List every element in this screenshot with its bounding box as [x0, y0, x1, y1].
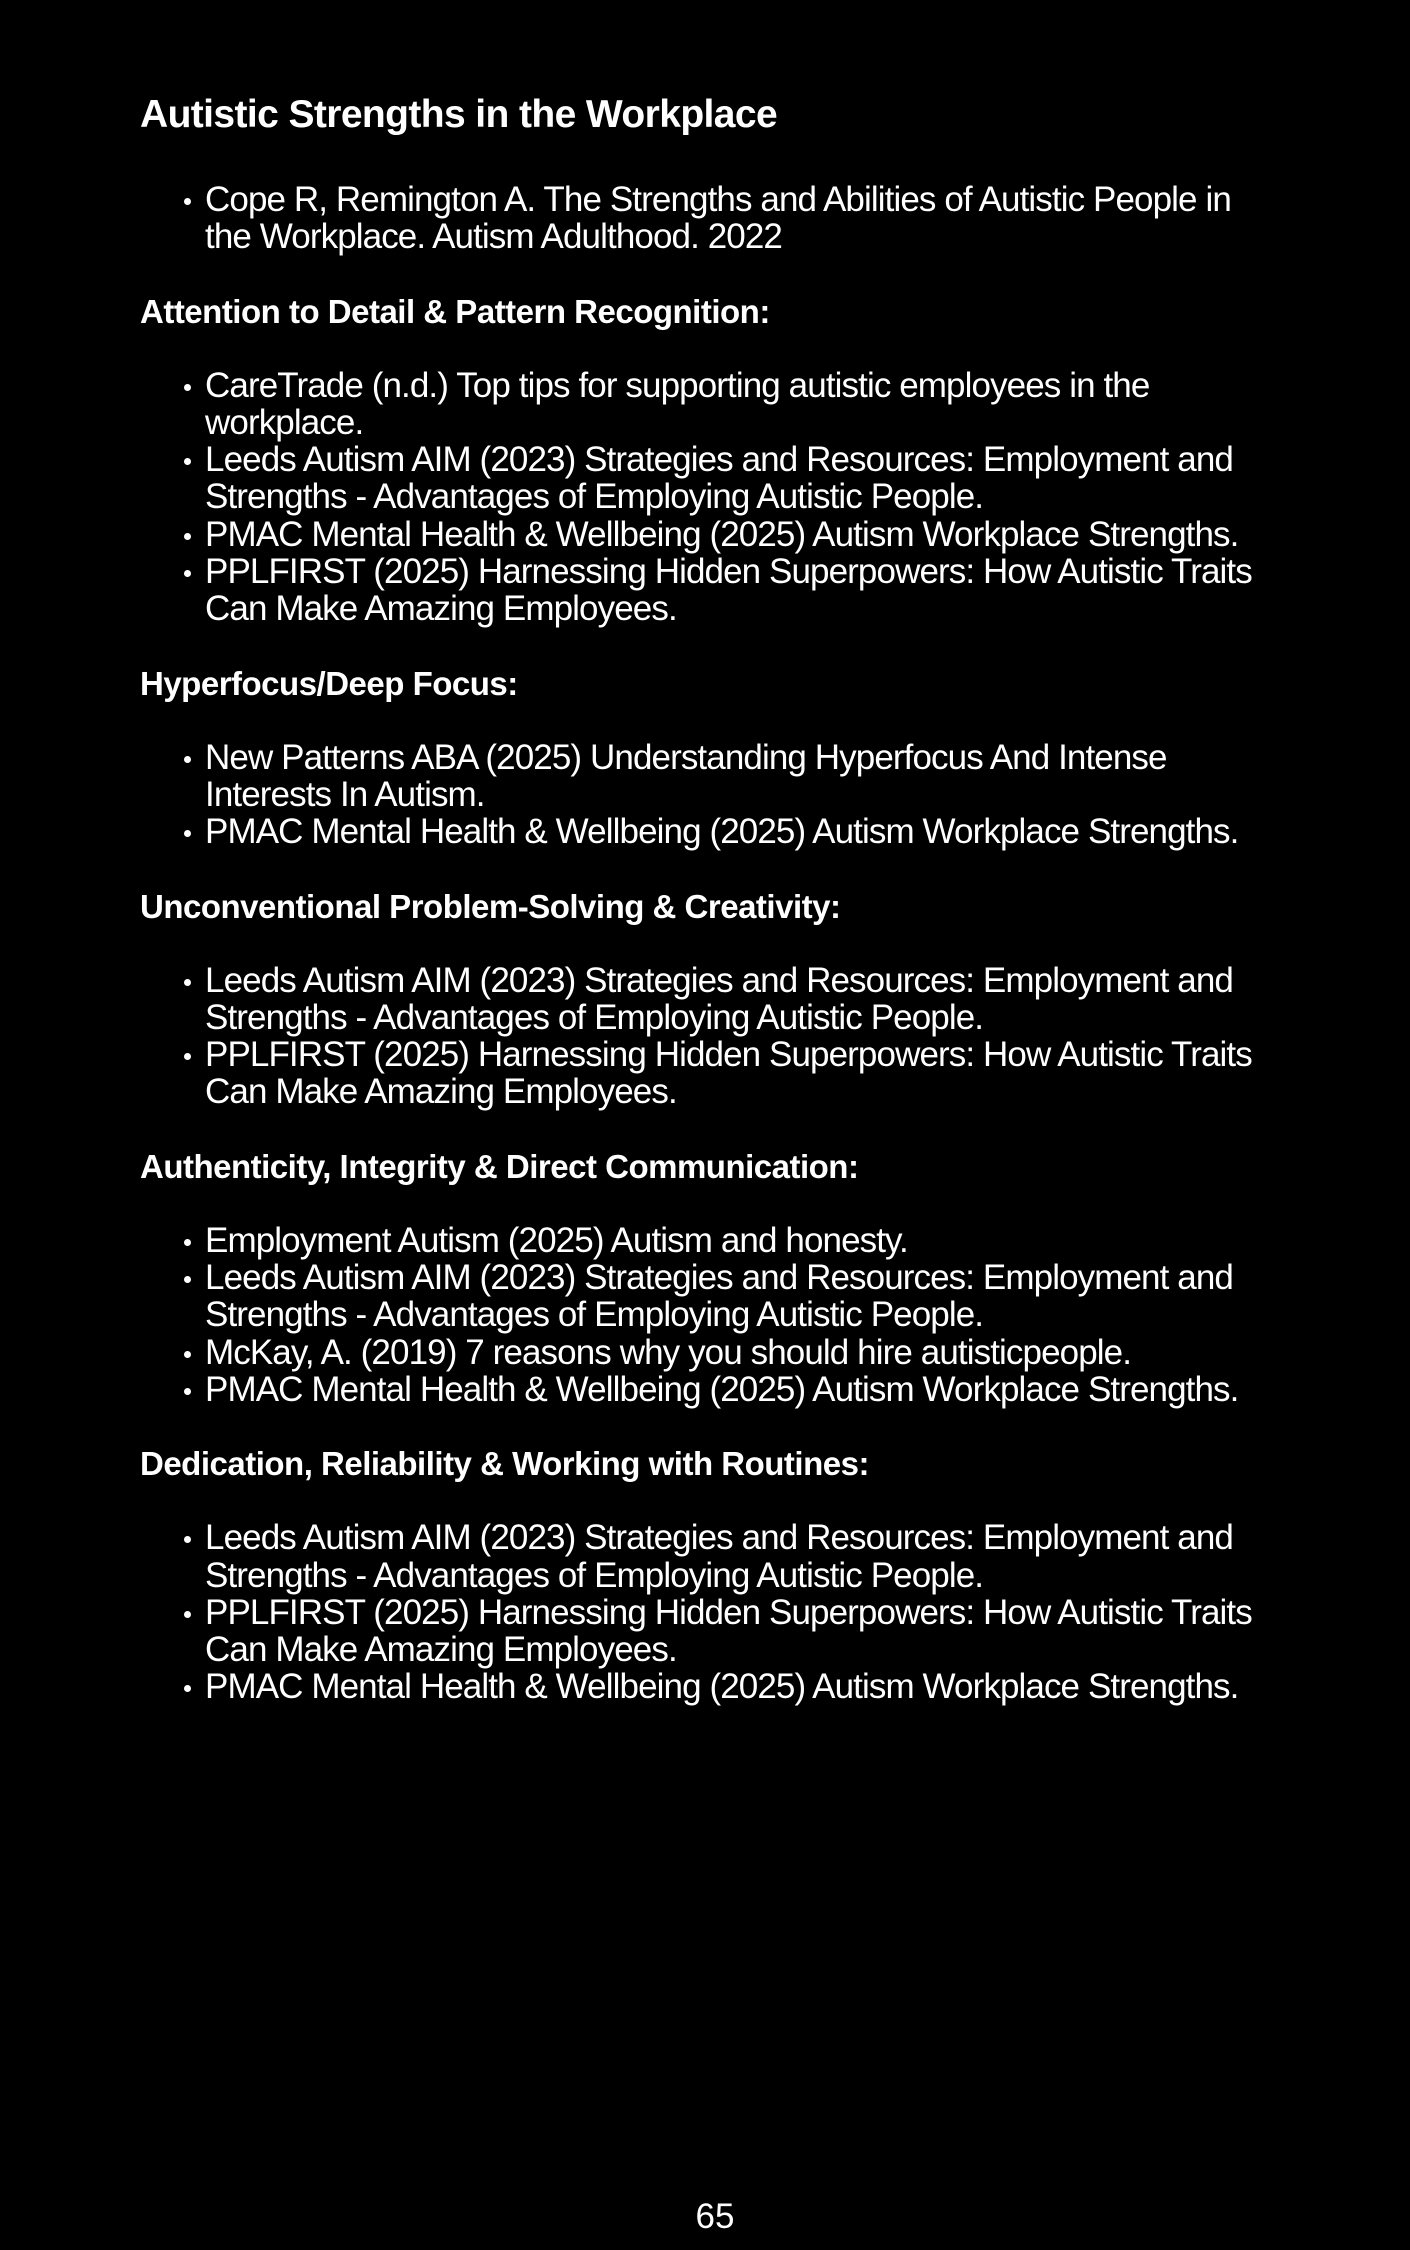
reference-item: McKay, A. (2019) 7 reasons why you should hire autisticpeople.	[140, 1334, 1280, 1371]
section-heading: Hyperfocus/Deep Focus:	[140, 664, 518, 702]
reference-item: PPLFIRST (2025) Harnessing Hidden Superpowers: How Autistic Traits Can Make Amazing Employees.	[140, 1594, 1280, 1669]
reference-list	[140, 367, 1280, 628]
reference-item: Leeds Autism AIM (2023) Strategies and Resources: Employment and Strengths - Advantages of Employing Autistic People.	[140, 1259, 1280, 1334]
section-heading: Unconventional Problem-Solving & Creativity:	[140, 887, 841, 925]
page-title: Autistic Strengths in the Workplace	[140, 93, 778, 136]
reference-item: PPLFIRST (2025) Harnessing Hidden Superpowers: How Autistic Traits Can Make Amazing Employees.	[140, 553, 1280, 628]
reference-list	[140, 1519, 1280, 1705]
reference-item: Leeds Autism AIM (2023) Strategies and Resources: Employment and Strengths - Advantages of Employing Autistic People.	[140, 1519, 1280, 1594]
reference-item: Leeds Autism AIM (2023) Strategies and Resources: Employment and Strengths - Advantages of Employing Autistic People.	[140, 441, 1280, 516]
reference-list	[140, 962, 1280, 1111]
reference-item: New Patterns ABA (2025) Understanding Hyperfocus And Intense Interests In Autism.	[140, 739, 1280, 814]
reference-item: PMAC Mental Health & Wellbeing (2025) Autism Workplace Strengths.	[140, 813, 1280, 850]
reference-list	[140, 181, 1280, 256]
reference-list	[140, 1222, 1280, 1408]
references-page	[140, 92, 1280, 1743]
sections	[140, 181, 1280, 1706]
reference-item: PMAC Mental Health & Wellbeing (2025) Autism Workplace Strengths.	[140, 516, 1280, 553]
reference-item: PMAC Mental Health & Wellbeing (2025) Autism Workplace Strengths.	[140, 1371, 1280, 1408]
section-heading: Dedication, Reliability & Working with Routines:	[140, 1445, 869, 1483]
reference-item: Cope R, Remington A. The Strengths and Abilities of Autistic People in the Workplace. Autism Adulthood. 2022	[140, 181, 1280, 256]
reference-item: PMAC Mental Health & Wellbeing (2025) Autism Workplace Strengths.	[140, 1668, 1280, 1705]
section-heading: Authenticity, Integrity & Direct Communication:	[140, 1147, 859, 1185]
reference-item: Employment Autism (2025) Autism and honesty.	[140, 1222, 1280, 1259]
section-heading: Attention to Detail & Pattern Recognition:	[140, 292, 770, 330]
reference-item: Leeds Autism AIM (2023) Strategies and Resources: Employment and Strengths - Advantages of Employing Autistic People.	[140, 962, 1280, 1037]
reference-list	[140, 739, 1280, 851]
page-number: 65	[695, 2197, 735, 2236]
reference-item: PPLFIRST (2025) Harnessing Hidden Superpowers: How Autistic Traits Can Make Amazing Employees.	[140, 1036, 1280, 1111]
reference-item: CareTrade (n.d.) Top tips for supporting autistic employees in the workplace.	[140, 367, 1280, 442]
